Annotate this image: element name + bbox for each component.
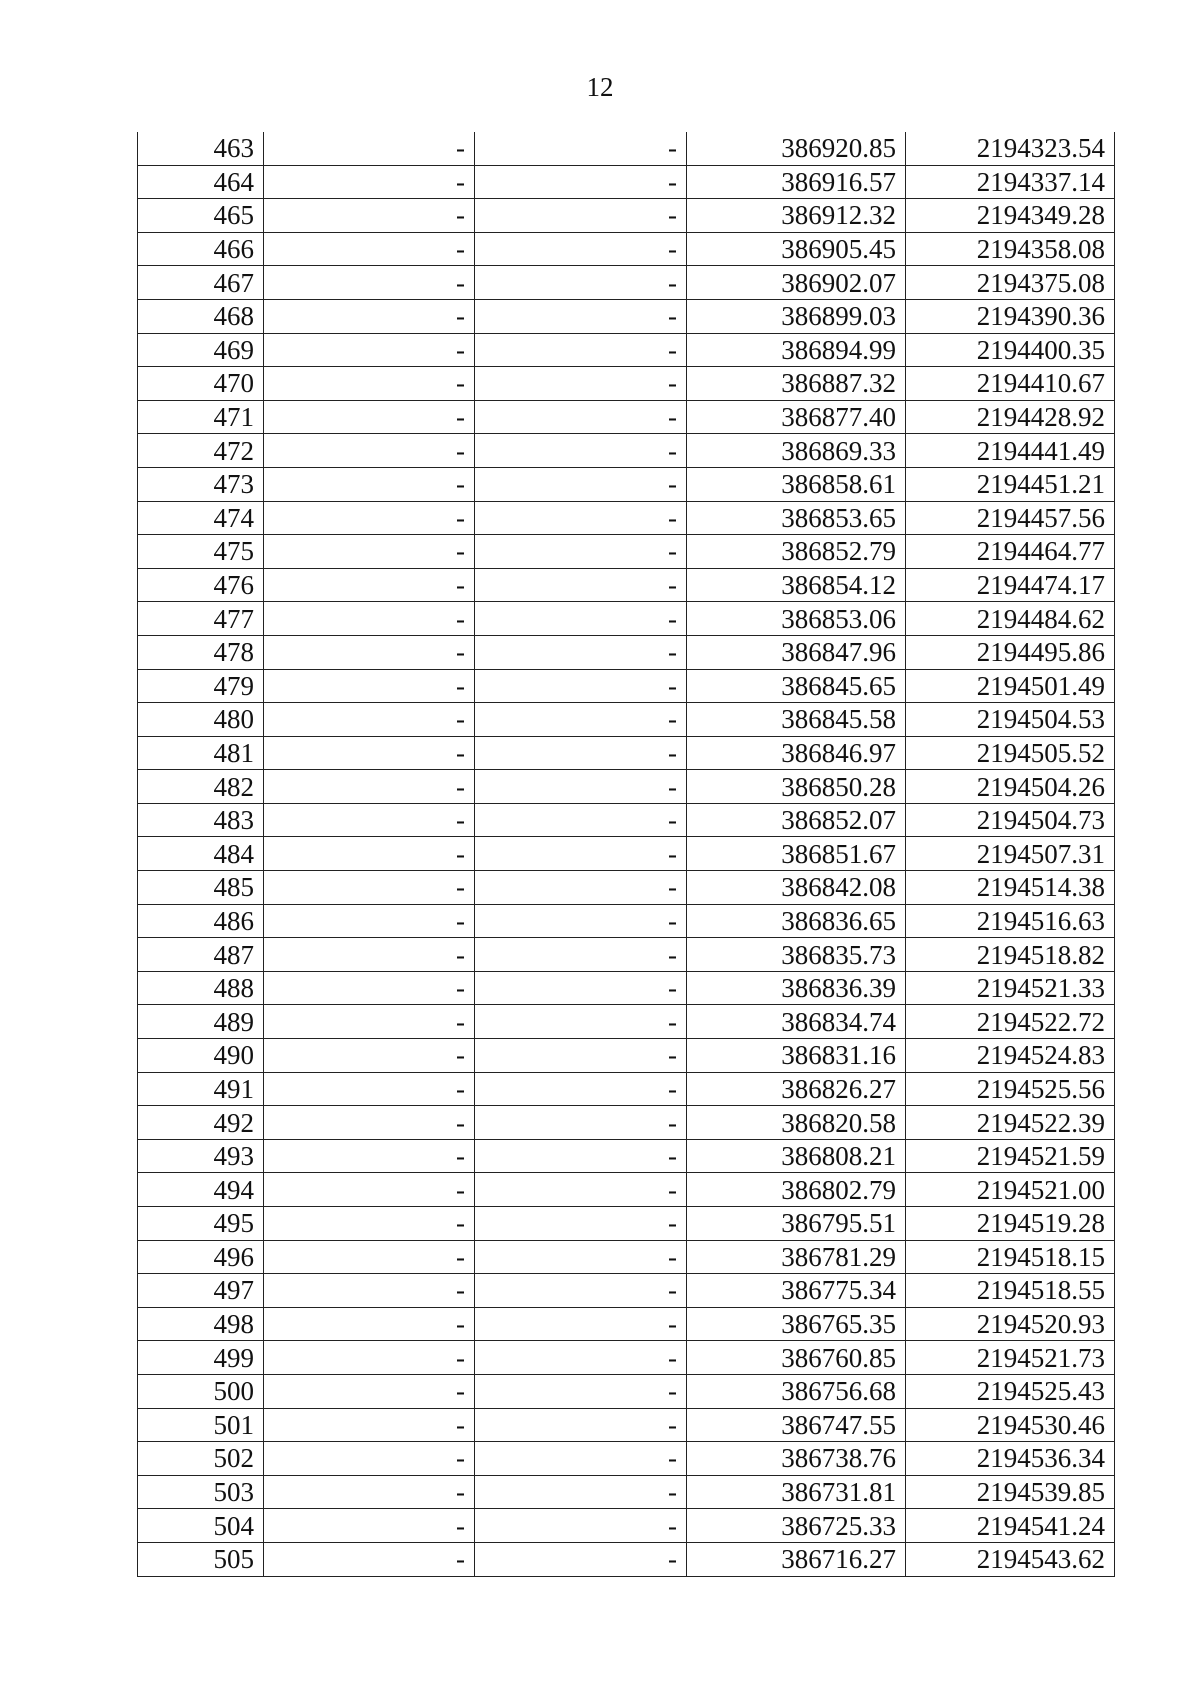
y-coordinate-cell: 2194524.83 (906, 1039, 1115, 1073)
table-row (138, 1442, 1115, 1476)
y-coordinate-cell: 2194504.73 (906, 803, 1115, 837)
x-coordinate-cell: 386847.96 (687, 635, 906, 669)
y-coordinate-cell: 2194521.59 (906, 1139, 1115, 1173)
table-row (138, 568, 1115, 602)
y-coordinate-cell: 2194505.52 (906, 736, 1115, 770)
table-row (138, 1341, 1115, 1375)
y-coordinate-cell: 2194518.55 (906, 1274, 1115, 1308)
point-number-cell: 491 (138, 1072, 264, 1106)
y-coordinate-cell: 2194520.93 (906, 1307, 1115, 1341)
point-number-cell: 502 (138, 1442, 264, 1476)
dash-cell-a: - (264, 367, 475, 401)
table-row (138, 1139, 1115, 1173)
table-row (138, 1106, 1115, 1140)
x-coordinate-cell: 386802.79 (687, 1173, 906, 1207)
dash-cell-b: - (475, 1274, 687, 1308)
dash-cell-b: - (475, 1341, 687, 1375)
point-number-cell: 471 (138, 400, 264, 434)
y-coordinate-cell: 2194390.36 (906, 299, 1115, 333)
table-row (138, 1542, 1115, 1576)
dash-cell-b: - (475, 837, 687, 871)
dash-cell-b: - (475, 770, 687, 804)
y-coordinate-cell: 2194522.39 (906, 1106, 1115, 1140)
dash-cell-b: - (475, 232, 687, 266)
dash-cell-a: - (264, 669, 475, 703)
coordinates-table (137, 132, 1115, 1577)
point-number-cell: 492 (138, 1106, 264, 1140)
dash-cell-a: - (264, 1408, 475, 1442)
y-coordinate-cell: 2194349.28 (906, 199, 1115, 233)
x-coordinate-cell: 386920.85 (687, 132, 906, 165)
point-number-cell: 480 (138, 703, 264, 737)
dash-cell-b: - (475, 736, 687, 770)
dash-cell-b: - (475, 1475, 687, 1509)
point-number-cell: 467 (138, 266, 264, 300)
x-coordinate-cell: 386765.35 (687, 1307, 906, 1341)
y-coordinate-cell: 2194507.31 (906, 837, 1115, 871)
table-row (138, 635, 1115, 669)
dash-cell-a: - (264, 1139, 475, 1173)
point-number-cell: 482 (138, 770, 264, 804)
table-row (138, 904, 1115, 938)
table-row (138, 669, 1115, 703)
x-coordinate-cell: 386887.32 (687, 367, 906, 401)
point-number-cell: 476 (138, 568, 264, 602)
dash-cell-a: - (264, 199, 475, 233)
dash-cell-a: - (264, 1039, 475, 1073)
dash-cell-a: - (264, 232, 475, 266)
dash-cell-a: - (264, 938, 475, 972)
x-coordinate-cell: 386902.07 (687, 266, 906, 300)
y-coordinate-cell: 2194536.34 (906, 1442, 1115, 1476)
y-coordinate-cell: 2194521.73 (906, 1341, 1115, 1375)
dash-cell-b: - (475, 299, 687, 333)
point-number-cell: 481 (138, 736, 264, 770)
x-coordinate-cell: 386756.68 (687, 1374, 906, 1408)
point-number-cell: 495 (138, 1207, 264, 1241)
x-coordinate-cell: 386850.28 (687, 770, 906, 804)
table-row (138, 1274, 1115, 1308)
x-coordinate-cell: 386852.07 (687, 803, 906, 837)
y-coordinate-cell: 2194518.82 (906, 938, 1115, 972)
x-coordinate-cell: 386775.34 (687, 1274, 906, 1308)
point-number-cell: 463 (138, 132, 264, 165)
dash-cell-b: - (475, 535, 687, 569)
point-number-cell: 497 (138, 1274, 264, 1308)
dash-cell-a: - (264, 1274, 475, 1308)
y-coordinate-cell: 2194504.53 (906, 703, 1115, 737)
point-number-cell: 496 (138, 1240, 264, 1274)
x-coordinate-cell: 386808.21 (687, 1139, 906, 1173)
table-row (138, 837, 1115, 871)
y-coordinate-cell: 2194464.77 (906, 535, 1115, 569)
x-coordinate-cell: 386845.58 (687, 703, 906, 737)
dash-cell-b: - (475, 132, 687, 165)
point-number-cell: 475 (138, 535, 264, 569)
table-row (138, 165, 1115, 199)
dash-cell-a: - (264, 1106, 475, 1140)
dash-cell-b: - (475, 904, 687, 938)
point-number-cell: 472 (138, 434, 264, 468)
dash-cell-a: - (264, 635, 475, 669)
table-row (138, 199, 1115, 233)
dash-cell-b: - (475, 635, 687, 669)
y-coordinate-cell: 2194521.33 (906, 971, 1115, 1005)
page-number: 12 (586, 72, 614, 102)
table-row (138, 400, 1115, 434)
y-coordinate-cell: 2194543.62 (906, 1542, 1115, 1576)
dash-cell-a: - (264, 333, 475, 367)
table-row (138, 736, 1115, 770)
y-coordinate-cell: 2194530.46 (906, 1408, 1115, 1442)
table-row (138, 367, 1115, 401)
dash-cell-b: - (475, 1039, 687, 1073)
point-number-cell: 487 (138, 938, 264, 972)
dash-cell-a: - (264, 803, 475, 837)
dash-cell-a: - (264, 568, 475, 602)
table-row (138, 232, 1115, 266)
point-number-cell: 477 (138, 602, 264, 636)
dash-cell-a: - (264, 266, 475, 300)
point-number-cell: 468 (138, 299, 264, 333)
dash-cell-a: - (264, 1005, 475, 1039)
table-row (138, 1173, 1115, 1207)
coordinates-table-body (138, 132, 1115, 1576)
y-coordinate-cell: 2194451.21 (906, 467, 1115, 501)
dash-cell-a: - (264, 837, 475, 871)
dash-cell-a: - (264, 1307, 475, 1341)
dash-cell-b: - (475, 1307, 687, 1341)
x-coordinate-cell: 386760.85 (687, 1341, 906, 1375)
x-coordinate-cell: 386845.65 (687, 669, 906, 703)
dash-cell-b: - (475, 333, 687, 367)
dash-cell-a: - (264, 602, 475, 636)
dash-cell-b: - (475, 434, 687, 468)
y-coordinate-cell: 2194539.85 (906, 1475, 1115, 1509)
y-coordinate-cell: 2194484.62 (906, 602, 1115, 636)
dash-cell-b: - (475, 703, 687, 737)
dash-cell-b: - (475, 568, 687, 602)
y-coordinate-cell: 2194522.72 (906, 1005, 1115, 1039)
x-coordinate-cell: 386820.58 (687, 1106, 906, 1140)
x-coordinate-cell: 386854.12 (687, 568, 906, 602)
point-number-cell: 465 (138, 199, 264, 233)
dash-cell-b: - (475, 1139, 687, 1173)
dash-cell-a: - (264, 535, 475, 569)
dash-cell-a: - (264, 1509, 475, 1543)
y-coordinate-cell: 2194441.49 (906, 434, 1115, 468)
point-number-cell: 485 (138, 871, 264, 905)
y-coordinate-cell: 2194375.08 (906, 266, 1115, 300)
y-coordinate-cell: 2194516.63 (906, 904, 1115, 938)
y-coordinate-cell: 2194525.43 (906, 1374, 1115, 1408)
dash-cell-b: - (475, 1005, 687, 1039)
dash-cell-a: - (264, 434, 475, 468)
dash-cell-a: - (264, 1374, 475, 1408)
y-coordinate-cell: 2194358.08 (906, 232, 1115, 266)
dash-cell-b: - (475, 266, 687, 300)
point-number-cell: 486 (138, 904, 264, 938)
point-number-cell: 501 (138, 1408, 264, 1442)
x-coordinate-cell: 386858.61 (687, 467, 906, 501)
x-coordinate-cell: 386831.16 (687, 1039, 906, 1073)
dash-cell-a: - (264, 501, 475, 535)
dash-cell-a: - (264, 1240, 475, 1274)
x-coordinate-cell: 386826.27 (687, 1072, 906, 1106)
y-coordinate-cell: 2194514.38 (906, 871, 1115, 905)
x-coordinate-cell: 386905.45 (687, 232, 906, 266)
x-coordinate-cell: 386716.27 (687, 1542, 906, 1576)
dash-cell-b: - (475, 669, 687, 703)
y-coordinate-cell: 2194495.86 (906, 635, 1115, 669)
point-number-cell: 493 (138, 1139, 264, 1173)
x-coordinate-cell: 386912.32 (687, 199, 906, 233)
x-coordinate-cell: 386899.03 (687, 299, 906, 333)
point-number-cell: 488 (138, 971, 264, 1005)
x-coordinate-cell: 386834.74 (687, 1005, 906, 1039)
x-coordinate-cell: 386869.33 (687, 434, 906, 468)
table-row (138, 803, 1115, 837)
y-coordinate-cell: 2194337.14 (906, 165, 1115, 199)
dash-cell-b: - (475, 400, 687, 434)
dash-cell-a: - (264, 971, 475, 1005)
table-row (138, 1072, 1115, 1106)
dash-cell-b: - (475, 871, 687, 905)
x-coordinate-cell: 386835.73 (687, 938, 906, 972)
dash-cell-a: - (264, 400, 475, 434)
x-coordinate-cell: 386747.55 (687, 1408, 906, 1442)
table-row (138, 1307, 1115, 1341)
table-row (138, 467, 1115, 501)
dash-cell-b: - (475, 1240, 687, 1274)
point-number-cell: 484 (138, 837, 264, 871)
table-row (138, 299, 1115, 333)
dash-cell-b: - (475, 602, 687, 636)
dash-cell-a: - (264, 1173, 475, 1207)
dash-cell-b: - (475, 803, 687, 837)
x-coordinate-cell: 386836.65 (687, 904, 906, 938)
dash-cell-b: - (475, 971, 687, 1005)
dash-cell-b: - (475, 501, 687, 535)
y-coordinate-cell: 2194501.49 (906, 669, 1115, 703)
y-coordinate-cell: 2194541.24 (906, 1509, 1115, 1543)
point-number-cell: 466 (138, 232, 264, 266)
dash-cell-b: - (475, 165, 687, 199)
point-number-cell: 505 (138, 1542, 264, 1576)
dash-cell-b: - (475, 467, 687, 501)
x-coordinate-cell: 386877.40 (687, 400, 906, 434)
table-row (138, 938, 1115, 972)
x-coordinate-cell: 386851.67 (687, 837, 906, 871)
dash-cell-a: - (264, 299, 475, 333)
dash-cell-b: - (475, 1173, 687, 1207)
dash-cell-a: - (264, 871, 475, 905)
point-number-cell: 469 (138, 333, 264, 367)
table-row (138, 770, 1115, 804)
dash-cell-b: - (475, 1106, 687, 1140)
dash-cell-a: - (264, 770, 475, 804)
dash-cell-b: - (475, 1207, 687, 1241)
table-row (138, 1509, 1115, 1543)
y-coordinate-cell: 2194521.00 (906, 1173, 1115, 1207)
x-coordinate-cell: 386795.51 (687, 1207, 906, 1241)
point-number-cell: 498 (138, 1307, 264, 1341)
table-row (138, 1475, 1115, 1509)
dash-cell-a: - (264, 703, 475, 737)
x-coordinate-cell: 386842.08 (687, 871, 906, 905)
dash-cell-b: - (475, 199, 687, 233)
point-number-cell: 464 (138, 165, 264, 199)
x-coordinate-cell: 386894.99 (687, 333, 906, 367)
dash-cell-b: - (475, 1072, 687, 1106)
dash-cell-b: - (475, 1408, 687, 1442)
table-row (138, 1207, 1115, 1241)
dash-cell-a: - (264, 1207, 475, 1241)
x-coordinate-cell: 386853.65 (687, 501, 906, 535)
point-number-cell: 470 (138, 367, 264, 401)
point-number-cell: 483 (138, 803, 264, 837)
dash-cell-a: - (264, 904, 475, 938)
x-coordinate-cell: 386738.76 (687, 1442, 906, 1476)
point-number-cell: 474 (138, 501, 264, 535)
point-number-cell: 489 (138, 1005, 264, 1039)
y-coordinate-cell: 2194504.26 (906, 770, 1115, 804)
y-coordinate-cell: 2194400.35 (906, 333, 1115, 367)
dash-cell-a: - (264, 1542, 475, 1576)
table-row (138, 1374, 1115, 1408)
table-row (138, 434, 1115, 468)
table-row (138, 1240, 1115, 1274)
y-coordinate-cell: 2194474.17 (906, 568, 1115, 602)
table-row (138, 1408, 1115, 1442)
table-row (138, 602, 1115, 636)
point-number-cell: 503 (138, 1475, 264, 1509)
y-coordinate-cell: 2194518.15 (906, 1240, 1115, 1274)
point-number-cell: 500 (138, 1374, 264, 1408)
table-row (138, 535, 1115, 569)
point-number-cell: 499 (138, 1341, 264, 1375)
y-coordinate-cell: 2194525.56 (906, 1072, 1115, 1106)
table-row (138, 333, 1115, 367)
table-row (138, 501, 1115, 535)
dash-cell-a: - (264, 1341, 475, 1375)
point-number-cell: 478 (138, 635, 264, 669)
table-row (138, 971, 1115, 1005)
dash-cell-b: - (475, 367, 687, 401)
dash-cell-a: - (264, 736, 475, 770)
y-coordinate-cell: 2194457.56 (906, 501, 1115, 535)
x-coordinate-cell: 386725.33 (687, 1509, 906, 1543)
dash-cell-b: - (475, 1442, 687, 1476)
y-coordinate-cell: 2194323.54 (906, 132, 1115, 165)
dash-cell-a: - (264, 1442, 475, 1476)
x-coordinate-cell: 386781.29 (687, 1240, 906, 1274)
dash-cell-b: - (475, 1542, 687, 1576)
point-number-cell: 504 (138, 1509, 264, 1543)
x-coordinate-cell: 386852.79 (687, 535, 906, 569)
dash-cell-a: - (264, 1072, 475, 1106)
x-coordinate-cell: 386846.97 (687, 736, 906, 770)
y-coordinate-cell: 2194428.92 (906, 400, 1115, 434)
table-row (138, 132, 1115, 165)
dash-cell-a: - (264, 467, 475, 501)
point-number-cell: 473 (138, 467, 264, 501)
dash-cell-a: - (264, 132, 475, 165)
x-coordinate-cell: 386916.57 (687, 165, 906, 199)
dash-cell-b: - (475, 1374, 687, 1408)
point-number-cell: 494 (138, 1173, 264, 1207)
y-coordinate-cell: 2194519.28 (906, 1207, 1115, 1241)
table-row (138, 1039, 1115, 1073)
point-number-cell: 490 (138, 1039, 264, 1073)
table-row (138, 1005, 1115, 1039)
dash-cell-a: - (264, 1475, 475, 1509)
y-coordinate-cell: 2194410.67 (906, 367, 1115, 401)
table-row (138, 266, 1115, 300)
table-row (138, 871, 1115, 905)
dash-cell-a: - (264, 165, 475, 199)
x-coordinate-cell: 386731.81 (687, 1475, 906, 1509)
dash-cell-b: - (475, 938, 687, 972)
point-number-cell: 479 (138, 669, 264, 703)
dash-cell-b: - (475, 1509, 687, 1543)
x-coordinate-cell: 386836.39 (687, 971, 906, 1005)
table-row (138, 703, 1115, 737)
x-coordinate-cell: 386853.06 (687, 602, 906, 636)
